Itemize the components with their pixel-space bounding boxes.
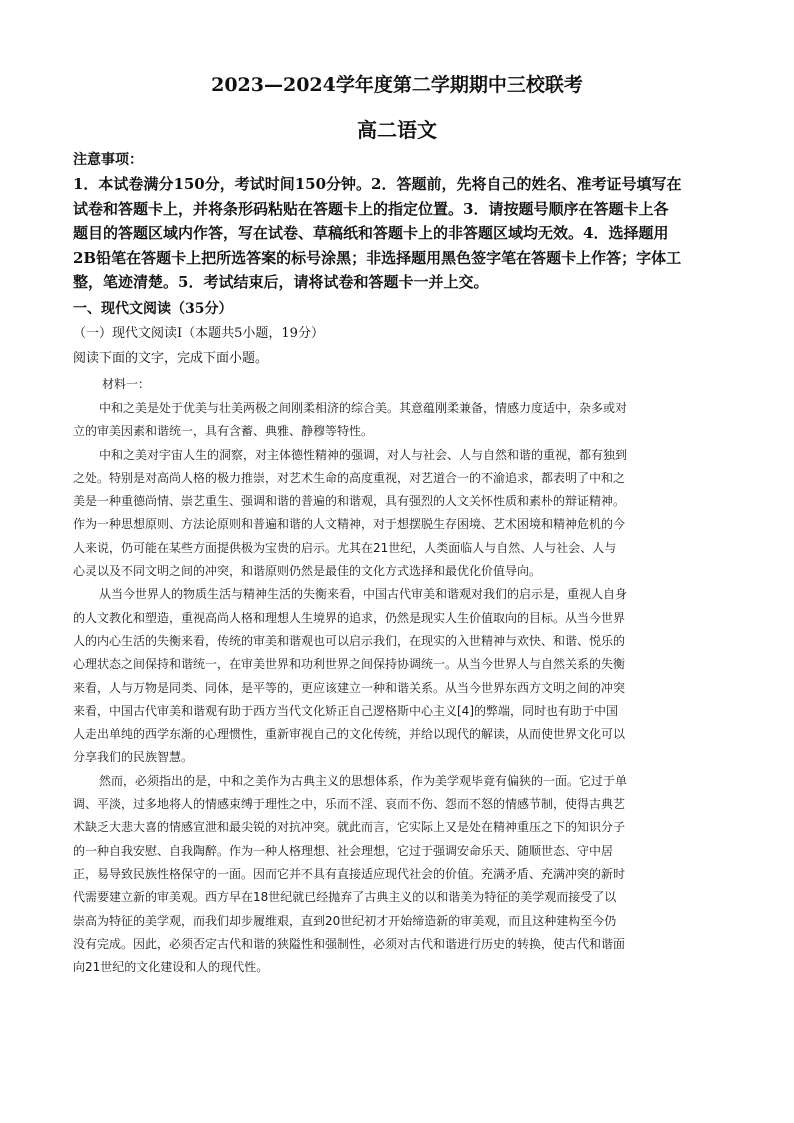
material-label: 材料一：	[102, 377, 151, 391]
notes-line: 题目的答题区域内作答，写在试卷、草稿纸和答题卡上的非答题区域均无效。4．选择题用	[73, 224, 669, 242]
notes-line: 试卷和答题卡上，并将条形码粘贴在答题卡上的指定位置。3．请按题号顺序在答题卡上各	[73, 199, 669, 218]
passage-line: 之处。特别是对高尚人格的极力推崇，对艺术生命的高度重视，对艺道合一的不渝追求，都表明了中和之	[73, 470, 626, 485]
notes-block	[73, 172, 733, 295]
notes-line: 整，笔迹清楚。5．考试结束后，请将试卷和答题卡一并上交。	[73, 273, 489, 291]
passage-line: 来看，人与万物是同类、同体，是平等的，更应该建立一种和谐关系。从当今世界东西方文明之间的冲突	[73, 680, 626, 695]
subsection-heading: （一）现代文阅读Ⅰ（本题共5小题，19分）	[73, 326, 324, 341]
passage-line: 崇高为特征的美学观，而我们却步履维艰，直到20世纪初才开始缔造新的审美观，而且这种建构至今仍	[73, 913, 617, 928]
passage-line: 美是一种重德尚情、崇艺重生、强调和谐的普遍的和谐观，具有强烈的人文关怀性质和素朴的辩证精神。	[73, 494, 626, 509]
notes-heading: 注意事项：	[73, 152, 143, 168]
passage-line: 人来说，仍可能在某些方面提供极为宝贵的启示。尤其在21世纪，人类面临人与自然、人与社会、人与	[73, 540, 617, 555]
passage-line: 正，易导致民族性格保守的一面。因而它并不具有直接适应现代社会的价值。充满矛盾、充满冲突的新时	[73, 866, 626, 881]
passage-line: 作为一种思想原则、方法论原则和普遍和谐的人文精神，对于想摆脱生存困境、艺术困境和精神危机的今	[73, 517, 626, 532]
passage-line: 的人文教化和塑造，重视高尚人格和理想人生境界的追求，仍然是现实人生价值取向的目标。从当今世界	[73, 610, 626, 625]
passage-line: 的一种自我安慰、自我陶醉。作为一种人格理想、社会理想，它过于强调安命乐天、随顺世态、守中居	[73, 843, 614, 858]
passage-line: 然而，必须指出的是，中和之美作为古典主义的思想体系，作为美学观毕竟有偏狭的一面。它过于单	[99, 773, 628, 788]
notes-line: 1．本试卷满分150分，考试时间150分钟。2．答题前，先将自己的姓名、准考证号填写在	[73, 175, 682, 193]
passage-line: 来看，中国古代审美和谐观有助于西方当代文化矫正自己逻格斯中心主义[4]的弊端，同时也有助于中国	[73, 703, 619, 718]
passage-line: 从当今世界人的物质生活与精神生活的失衡来看，中国古代审美和谐观对我们的启示是，重视人自身	[99, 587, 628, 602]
passage-line: 术缺乏大悲大喜的情感宣泄和最尖锐的对抗冲突。就此而言，它实际上又是处在精神重压之下的知识分子	[73, 820, 626, 835]
passage-line: 人走出单纯的西学东渐的心理惯性，重新审视自己的文化传统，并给以现代的解读，从而使世界文化可以	[73, 727, 626, 742]
passage-line: 没有完成。因此，必须否定古代和谐的狭隘性和强制性，必须对古代和谐进行历史的转换，使古代和谐面	[73, 936, 626, 951]
exam-title: 2023—2024学年度第二学期期中三校联考	[211, 74, 583, 96]
passage-line: 代需要建立新的审美观。西方早在18世纪就已经抛弃了古典主义的以和谐美为特征的美学观而接受了以	[73, 890, 617, 905]
passage-line: 中和之美对宇宙人生的洞察，对主体德性精神的强调，对人与社会、人与自然和谐的重视，都有独到	[99, 447, 628, 462]
exam-subject: 高二语文	[357, 118, 437, 142]
passage-line: 心理状态之间保持和谐统一，在审美世界和功利世界之间保持协调统一。从当今世界人与自然关系的失衡	[73, 657, 626, 672]
passage-text	[73, 397, 723, 979]
notes-line: 2B铅笔在答题卡上把所选答案的标号涂黑；非选择题用黑色签字笔在答题卡上作答；字体工	[73, 248, 682, 267]
passage-line: 向21世纪的文化建设和人的现代性。	[73, 960, 269, 975]
passage-line: 立的审美因素和谐统一，具有含蓄、典雅、静穆等特性。	[73, 424, 374, 439]
passage-line: 心灵以及不同文明之间的冲突，和谐原则仍然是最佳的文化方式选择和最优化价值导向。	[73, 564, 542, 579]
passage-line: 分享我们的民族智慧。	[73, 750, 194, 765]
section-heading: 一、现代文阅读（35分）	[73, 301, 233, 317]
passage-line: 人的内心生活的失衡来看，传统的审美和谐观也可以启示我们，在现实的入世精神与欢快、和谐、悦乐的	[73, 633, 626, 648]
passage-line: 中和之美是处于优美与壮美两极之间刚柔相济的综合美。其意蕴刚柔兼备，情感力度适中，杂多或对	[99, 401, 628, 415]
reading-instruction: 阅读下面的文字，完成下面小题。	[73, 351, 269, 366]
passage-line: 调、平淡，过多地将人的情感束缚于理性之中，乐而不淫、哀而不伤、怨而不怒的情感节制，使得古典艺	[73, 797, 626, 812]
